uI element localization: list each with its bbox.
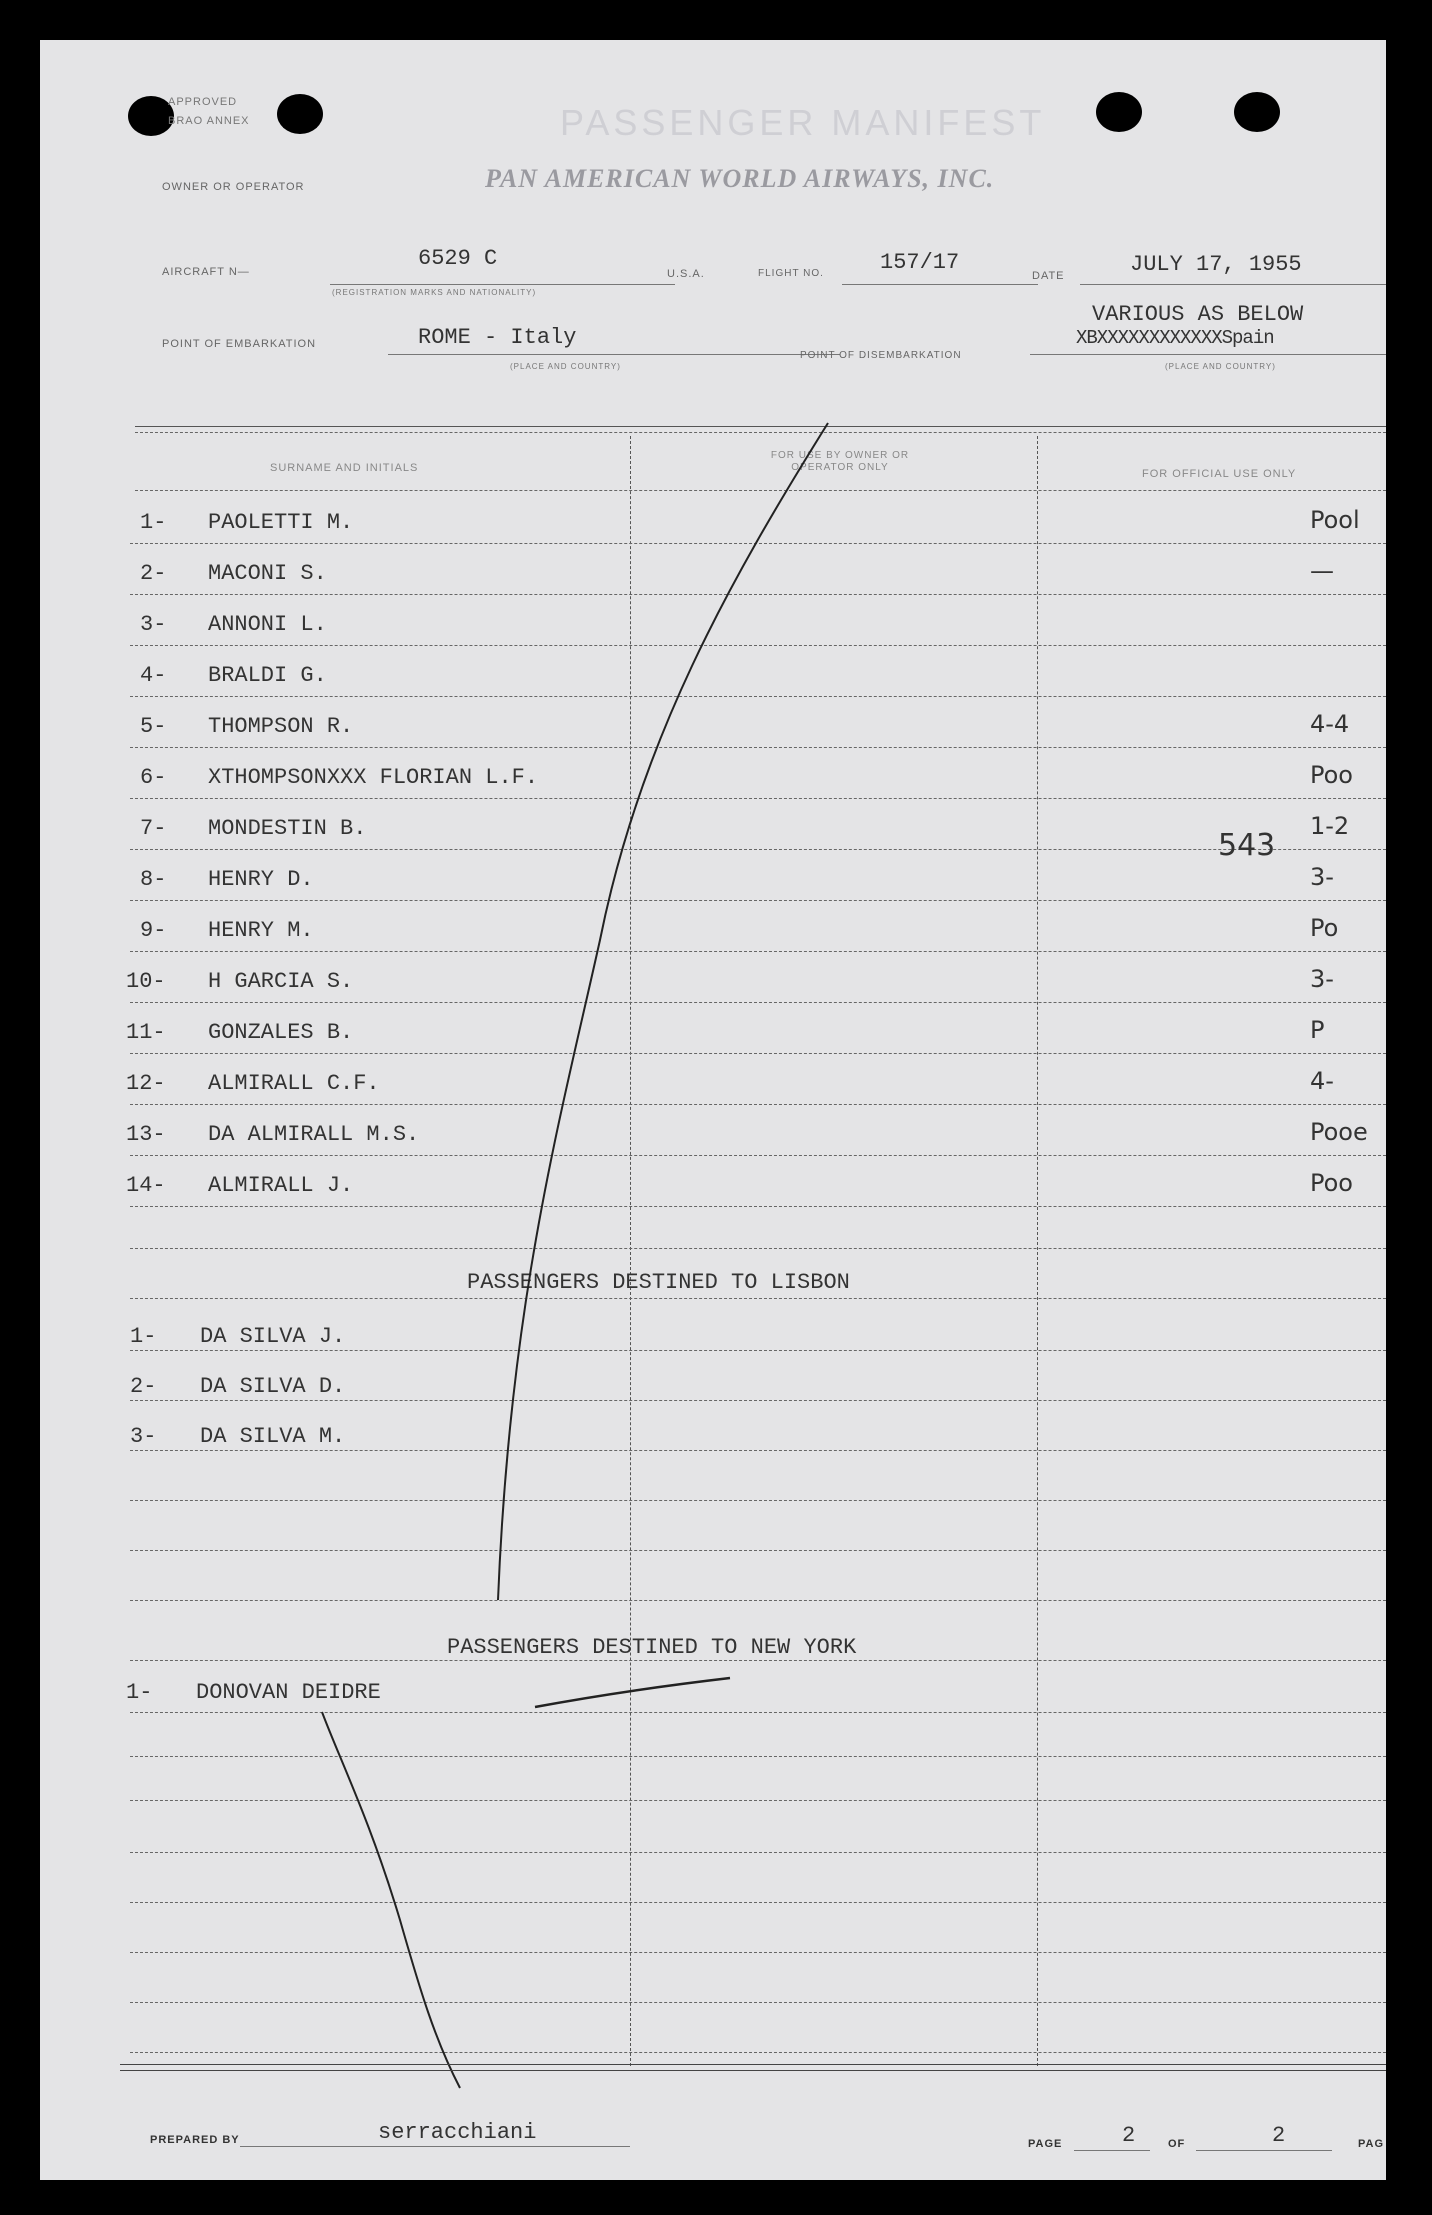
passenger-name: ALMIRALL J. [208, 1173, 354, 1198]
prepared-value: serracchiani [378, 2120, 537, 2145]
newyork-passenger-number: 1- [126, 1680, 153, 1705]
aircraft-label: AIRCRAFT N— [162, 266, 250, 278]
official-mark: 3- [1310, 863, 1334, 891]
passenger-name: HENRY M. [208, 918, 314, 943]
passenger-name: XTHOMPSONXXX FLORIAN L.F. [208, 765, 539, 790]
official-mark: 4- [1310, 1067, 1334, 1095]
embark-value: ROME - Italy [418, 325, 577, 350]
page-value: 2 [1122, 2123, 1136, 2148]
passenger-name: BRALDI G. [208, 663, 327, 688]
passenger-name: ALMIRALL C.F. [208, 1071, 380, 1096]
place-note: (PLACE AND COUNTRY) [510, 362, 621, 371]
approved-sub: BRAO ANNEX [168, 115, 250, 127]
owner-value: PAN AMERICAN WORLD AIRWAYS, INC. [485, 164, 995, 193]
pen-strokes [40, 40, 1386, 2180]
lisbon-passenger-number: 2- [130, 1374, 157, 1399]
passenger-name: GONZALES B. [208, 1020, 354, 1045]
passenger-number: 7- [140, 816, 167, 841]
passenger-number: 9- [140, 918, 167, 943]
disembark-label: POINT OF DISEMBARKATION [800, 350, 962, 361]
of-label: OF [1168, 2138, 1186, 2150]
official-mark: Pooe [1310, 1118, 1368, 1146]
official-mark: P [1310, 1016, 1325, 1044]
passenger-name: HENRY D. [208, 867, 314, 892]
passenger-number: 13- [126, 1122, 166, 1147]
official-mark: Poo [1310, 761, 1353, 789]
passenger-number: 1- [140, 510, 167, 535]
date-label: DATE [1032, 270, 1065, 282]
handwritten-number: 543 [1218, 828, 1276, 863]
passenger-number: 10- [126, 969, 166, 994]
aircraft-value: 6529 C [418, 246, 498, 271]
page-label: PAGE [1028, 2138, 1063, 2150]
lisbon-heading: PASSENGERS DESTINED TO LISBON [467, 1270, 850, 1295]
page-label-2: PAG [1358, 2138, 1385, 2150]
page-title: PASSENGER MANIFEST [560, 102, 1046, 143]
lisbon-passenger-number: 3- [130, 1424, 157, 1449]
official-mark: Po [1310, 914, 1339, 942]
passenger-number: 4- [140, 663, 167, 688]
passenger-number: 3- [140, 612, 167, 637]
lisbon-passenger-name: DA SILVA J. [200, 1324, 346, 1349]
passenger-number: 12- [126, 1071, 166, 1096]
official-mark: Pool [1310, 506, 1360, 534]
passenger-number: 5- [140, 714, 167, 739]
passenger-name: H GARCIA S. [208, 969, 354, 994]
of-value: 2 [1272, 2123, 1286, 2148]
official-mark: — [1310, 557, 1334, 585]
owner-label: OWNER OR OPERATOR [162, 181, 305, 193]
registration-note: (REGISTRATION MARKS AND NATIONALITY) [332, 288, 537, 297]
passenger-name: PAOLETTI M. [208, 510, 354, 535]
disembark-struck: XBXXXXXXXXXXXXSpain [1076, 327, 1274, 349]
approved-stamp: APPROVED [168, 96, 238, 108]
passenger-number: 2- [140, 561, 167, 586]
embark-label: POINT OF EMBARKATION [162, 338, 317, 350]
lisbon-passenger-number: 1- [130, 1324, 157, 1349]
official-mark: 4-4 [1310, 710, 1350, 738]
column-header-owner-use: FOR USE BY OWNER OR OPERATOR ONLY [770, 450, 910, 473]
passenger-number: 11- [126, 1020, 166, 1045]
passenger-number: 6- [140, 765, 167, 790]
passenger-number: 14- [126, 1173, 166, 1198]
column-header-official-use: FOR OFFICIAL USE ONLY [1142, 468, 1297, 480]
manifest-sheet [40, 40, 1386, 2180]
official-mark: Poo [1310, 1169, 1353, 1197]
passenger-name: MACONI S. [208, 561, 327, 586]
prepared-label: PREPARED BY [150, 2134, 240, 2146]
lisbon-passenger-name: DA SILVA M. [200, 1424, 346, 1449]
date-value: JULY 17, 1955 [1130, 252, 1302, 277]
table-bottom-rule [120, 2064, 1386, 2065]
passenger-name: MONDESTIN B. [208, 816, 367, 841]
official-mark: 3- [1310, 965, 1334, 993]
newyork-heading: PASSENGERS DESTINED TO NEW YORK [447, 1635, 857, 1660]
lisbon-passenger-name: DA SILVA D. [200, 1374, 346, 1399]
flight-value: 157/17 [880, 250, 960, 275]
country-label: U.S.A. [667, 268, 705, 280]
passenger-name: ANNONI L. [208, 612, 327, 637]
place-note-2: (PLACE AND COUNTRY) [1165, 362, 1276, 371]
official-mark: 1-2 [1310, 812, 1350, 840]
passenger-number: 8- [140, 867, 167, 892]
passenger-name: DA ALMIRALL M.S. [208, 1122, 420, 1147]
newyork-passenger-name: DONOVAN DEIDRE [196, 1680, 381, 1705]
disembark-value: VARIOUS AS BELOW [1092, 302, 1304, 327]
column-header-surnames: SURNAME AND INITIALS [270, 462, 419, 474]
flight-label: FLIGHT NO. [758, 268, 824, 279]
passenger-name: THOMPSON R. [208, 714, 354, 739]
